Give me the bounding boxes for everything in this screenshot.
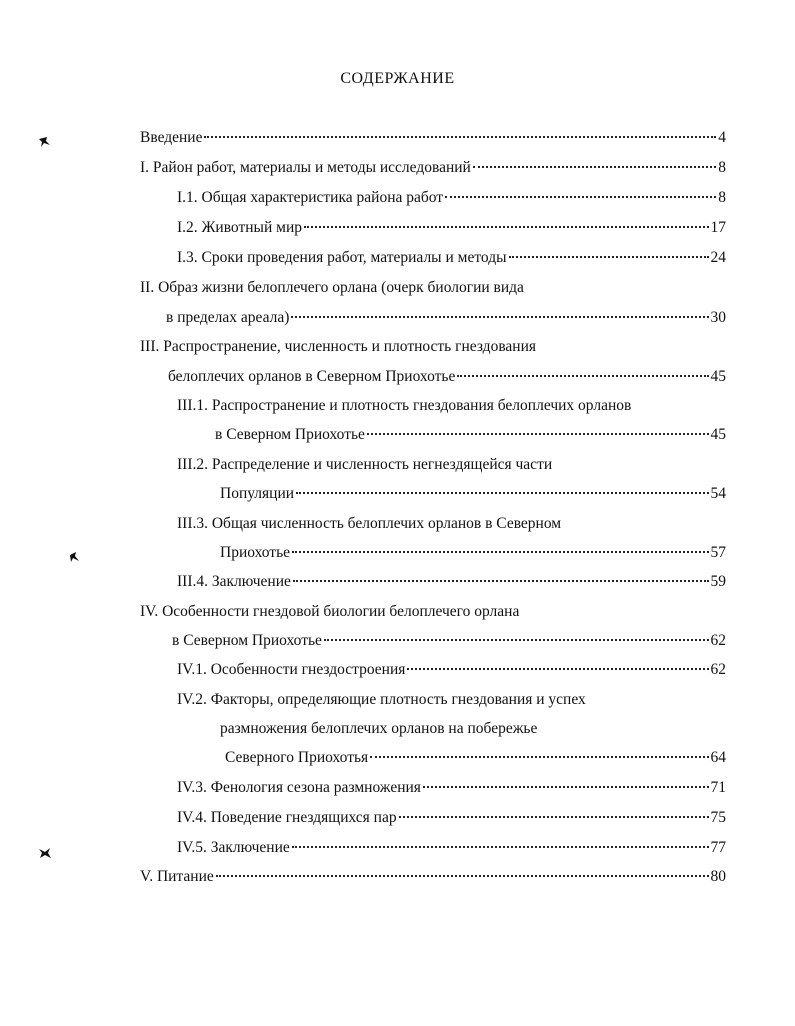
toc-entry[interactable] — [140, 128, 726, 148]
toc-entry-title: II. Образ жизни белоплечего орлана (очерк биологии вида — [140, 279, 524, 296]
toc-entry-title: размножения белоплечих орланов на побережье — [220, 720, 538, 737]
toc-entry-title: V. Питание — [140, 868, 214, 885]
toc-entry[interactable] — [140, 158, 726, 178]
toc-entry-title: III. Распространение, численность и плотность гнездования — [140, 338, 537, 355]
toc-entry-title: IV. Особенности гнездовой биологии белоплечего орлана — [140, 603, 520, 620]
toc-entry-page: 4 — [718, 129, 726, 146]
dot-leader — [423, 786, 709, 788]
toc-entry[interactable] — [166, 308, 726, 328]
toc-entry-page: 24 — [710, 249, 726, 266]
toc-entry-title: IV.4. Поведение гнездящихся пар — [177, 809, 397, 826]
dot-leader — [304, 226, 709, 228]
toc-entry-title: IV.5. Заключение — [177, 839, 290, 856]
toc-entry[interactable] — [177, 188, 726, 208]
toc-entry[interactable] — [177, 572, 726, 592]
toc-entry-page: 80 — [710, 868, 726, 885]
toc-entry-title: в Северном Приохотье — [215, 426, 365, 443]
toc-entry-title: III.1. Распространение и плотность гнездования белоплечих орланов — [177, 397, 632, 414]
dot-leader — [296, 492, 708, 494]
toc-entry-title: IV.3. Фенология сезона размножения — [177, 779, 421, 796]
toc-entry-title: Популяции — [220, 485, 295, 502]
toc-entry-page: 62 — [710, 661, 726, 678]
toc-entry-title: Введение — [140, 129, 203, 146]
dot-leader — [204, 136, 716, 138]
toc-entry[interactable] — [177, 248, 726, 268]
dot-leader — [216, 875, 709, 877]
toc-entry-title: IV.2. Факторы, определяющие плотность гнездования и успех — [177, 691, 586, 708]
toc-entry[interactable] — [177, 660, 726, 680]
toc-entry-page: 8 — [718, 159, 726, 176]
toc-entry-page: 8 — [718, 189, 726, 206]
toc-entry[interactable] — [177, 808, 726, 828]
dot-leader — [509, 256, 709, 258]
dot-leader — [445, 196, 716, 198]
toc-entry-page: 54 — [710, 485, 726, 502]
toc-entry[interactable] — [177, 218, 726, 238]
binding-hole-mark — [68, 551, 82, 563]
toc-entry-page: 71 — [710, 779, 726, 796]
binding-hole-mark — [38, 136, 52, 148]
toc-entry-page: 30 — [710, 309, 726, 326]
toc-entry-page: 59 — [710, 573, 726, 590]
toc-entry-page: 17 — [710, 219, 726, 236]
toc-entry-page: 64 — [710, 749, 726, 766]
toc-entry[interactable] — [140, 867, 726, 887]
toc-entry[interactable] — [225, 748, 726, 768]
dot-leader — [399, 816, 709, 818]
dot-leader — [370, 756, 708, 758]
dot-leader — [292, 846, 709, 848]
dot-leader — [457, 375, 708, 377]
toc-entry[interactable] — [220, 484, 726, 504]
toc-entry-title: I.2. Животный мир — [177, 219, 302, 236]
toc-entry-title: в пределах ареала) — [166, 309, 290, 326]
toc-entry-title: Северного Приохотья — [225, 749, 369, 766]
dot-leader — [407, 668, 708, 670]
toc-entry-title: I.3. Сроки проведения работ, материалы и методы — [177, 249, 507, 266]
page-title: СОДЕРЖАНИЕ — [340, 70, 455, 87]
dot-leader — [291, 316, 708, 318]
toc-entry-title: III.2. Распределение и численность негнездящейся части — [177, 456, 553, 473]
dot-leader — [293, 580, 709, 582]
toc-entry-title: I.1. Общая характеристика района работ — [177, 189, 444, 206]
toc-entry-page: 45 — [710, 426, 726, 443]
toc-entry-title: Приохотье — [220, 544, 291, 561]
dot-leader — [473, 166, 716, 168]
toc-entry-title: IV.1. Особенности гнездостроения — [177, 661, 406, 678]
toc-entry-title: III.3. Общая численность белоплечих орланов в Северном — [177, 515, 562, 532]
dot-leader — [367, 433, 709, 435]
toc-entry[interactable] — [172, 631, 726, 651]
toc-entry-page: 57 — [710, 544, 726, 561]
dot-leader — [324, 639, 709, 641]
toc-entry[interactable] — [177, 778, 726, 798]
toc-entry-title: белоплечих орланов в Северном Приохотье — [168, 368, 456, 385]
toc-entry-title: в Северном Приохотье — [172, 632, 322, 649]
toc-entry-page: 45 — [710, 368, 726, 385]
toc-entry-page: 75 — [710, 809, 726, 826]
toc-entry-title: III.4. Заключение — [177, 573, 291, 590]
toc-entry-page: 77 — [710, 839, 726, 856]
toc-entry[interactable] — [168, 367, 726, 387]
dot-leader — [292, 551, 708, 553]
toc-entry[interactable] — [215, 425, 726, 445]
toc-entry[interactable] — [177, 838, 726, 858]
toc-entry[interactable] — [220, 543, 726, 563]
toc-entry-title: I. Район работ, материалы и методы исследований — [140, 159, 471, 176]
toc-entry-page: 62 — [710, 632, 726, 649]
binding-hole-mark — [38, 847, 52, 859]
